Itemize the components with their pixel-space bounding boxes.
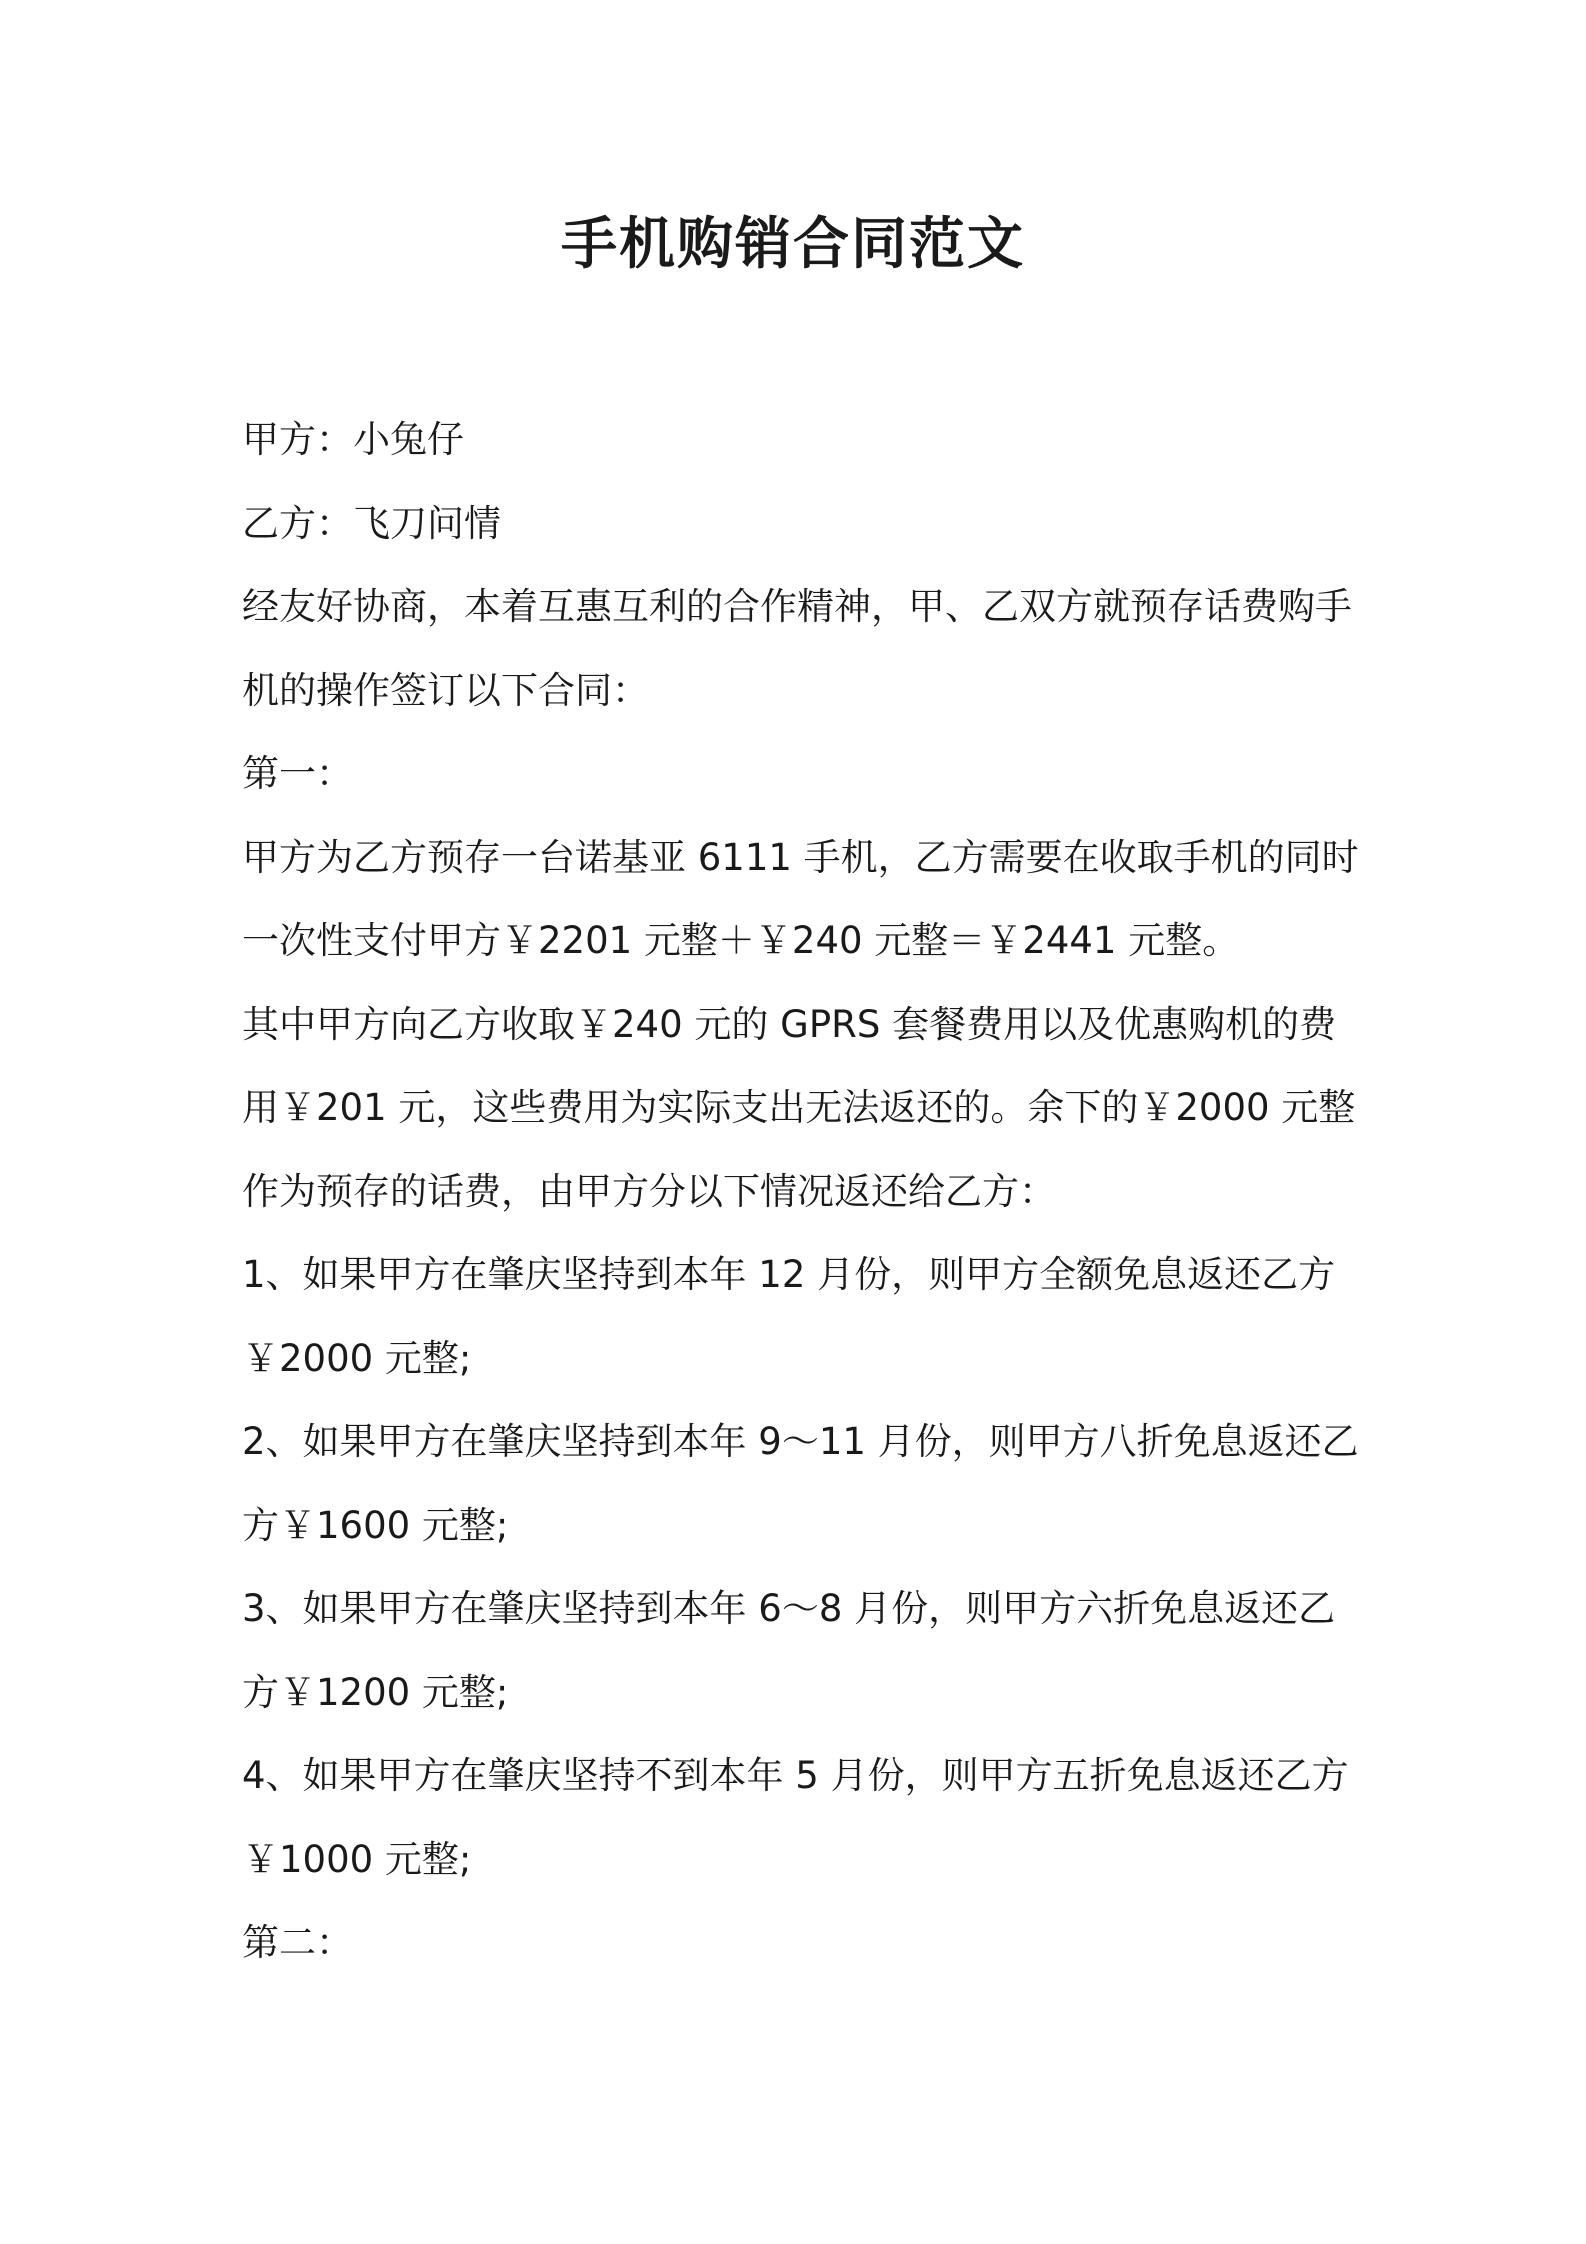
clause-item: 4、如果甲方在肇庆坚持不到本年 5 月份，则甲方五折免息返还乙方 [242,1754,1349,1797]
page-title: 手机购销合同范文 [561,212,1025,277]
body-line: 用￥201 元，这些费用为实际支出无法返还的。余下的￥2000 元整 [242,1086,1356,1129]
clause-item: 1、如果甲方在肇庆坚持到本年 12 月份，则甲方全额免息返还乙方 [242,1253,1336,1296]
party-b-line: 乙方：飞刀问情 [242,501,501,545]
body-line: 一次性支付甲方￥2201 元整＋￥240 元整＝￥2441 元整。 [242,919,1240,962]
clause-item: 2、如果甲方在肇庆坚持到本年 9～11 月份，则甲方八折免息返还乙 [242,1420,1359,1463]
intro-line: 机的操作签订以下合同： [242,668,649,712]
clause-item: 方￥1600 元整; [242,1503,509,1547]
section-heading: 第二： [242,1921,353,1964]
body-line: 甲方为乙方预存一台诺基亚 6111 手机，乙方需要在收取手机的同时 [242,835,1359,879]
clause-item: ￥1000 元整; [242,1837,472,1881]
body-line: 其中甲方向乙方收取￥240 元的 GPRS 套餐费用以及优惠购机的费 [242,1002,1337,1046]
intro-line: 经友好协商，本着互惠互利的合作精神，甲、乙双方就预存话费购手 [242,585,1352,628]
party-a-line: 甲方：小兔仔 [242,418,464,461]
body-line: 作为预存的话费，由甲方分以下情况返还给乙方： [242,1169,1056,1213]
document-body [242,398,1362,1985]
clause-item: 3、如果甲方在肇庆坚持到本年 6～8 月份，则甲方六折免息返还乙 [242,1587,1336,1630]
clause-item: 方￥1200 元整; [242,1670,509,1714]
section-heading: 第一： [242,752,353,795]
clause-item: ￥2000 元整; [242,1336,472,1380]
